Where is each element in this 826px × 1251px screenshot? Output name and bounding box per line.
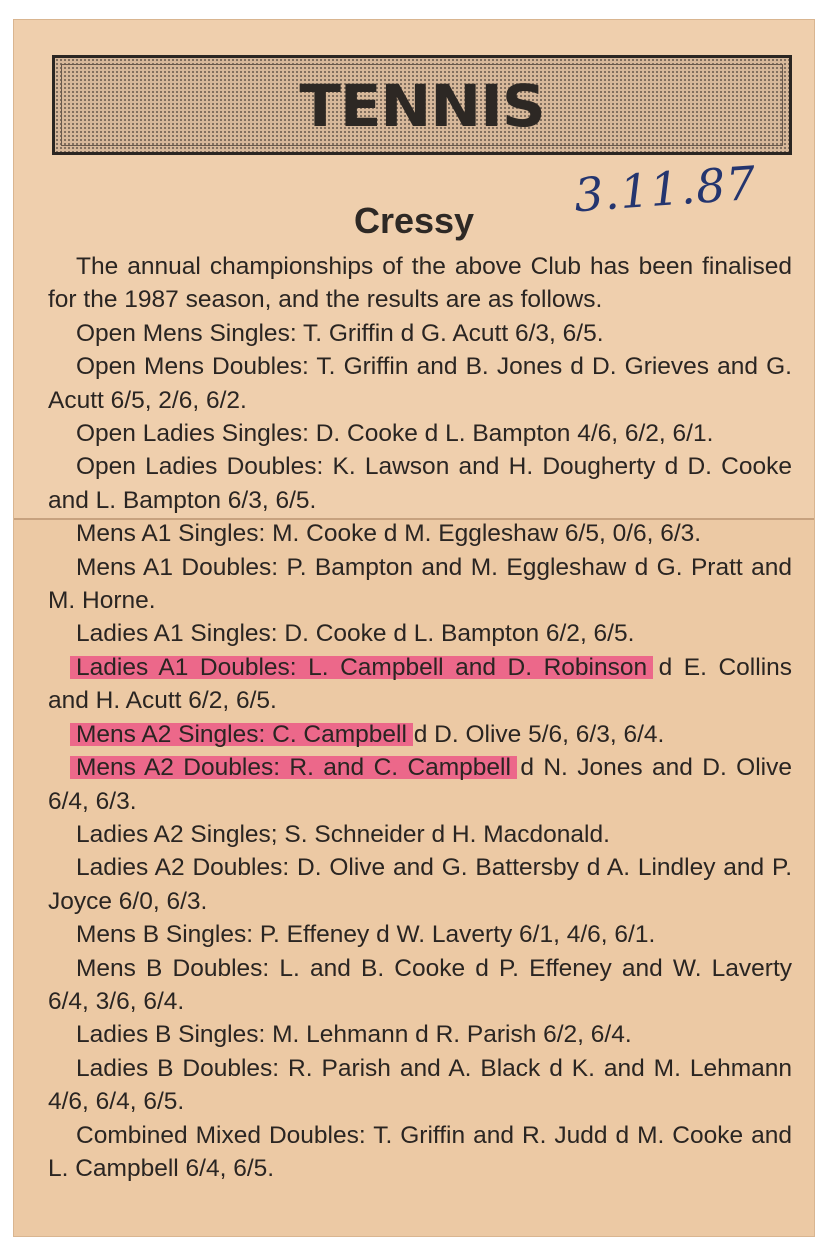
result-paragraph bbox=[48, 317, 792, 350]
event-result: D. Cooke d L. Bampton 4/6, 6/2, 6/1. bbox=[315, 420, 714, 448]
event-name: Mens B Doubles: bbox=[76, 954, 270, 982]
result-paragraph bbox=[48, 851, 792, 918]
event-result: T. Griffin and R. Judd d M. Cooke and L. Campbell 6/4, 6/5. bbox=[48, 1121, 792, 1182]
event-name: Mens A2 Doubles: bbox=[76, 754, 281, 782]
result-paragraph bbox=[48, 751, 792, 818]
event-result: S. Schneider d H. Macdonald. bbox=[284, 820, 610, 848]
result-paragraph bbox=[48, 718, 792, 751]
event-result: M. Cooke d M. Eggleshaw 6/5, 0/6, 6/3. bbox=[272, 520, 702, 548]
article-intro: The annual championships of the above Club has been finalised for the 1987 season, and the results are as follows. bbox=[48, 253, 792, 314]
event-name: Open Ladies Doubles: bbox=[76, 453, 324, 481]
handwritten-date: 3.11.87 bbox=[572, 155, 759, 223]
result-paragraph bbox=[48, 617, 792, 650]
event-name: Mens A2 Singles: bbox=[76, 720, 266, 748]
highlighted-text bbox=[70, 754, 517, 781]
result-paragraph bbox=[48, 350, 792, 417]
article-body bbox=[48, 250, 792, 1185]
event-name: Mens B Singles: bbox=[76, 921, 254, 949]
highlighted-names: R. and C. Campbell bbox=[289, 754, 511, 782]
event-name: Mens A1 Singles: bbox=[76, 520, 266, 548]
event-name: Ladies B Singles: bbox=[76, 1021, 266, 1049]
result-paragraph bbox=[48, 818, 792, 851]
result-paragraph bbox=[48, 651, 792, 718]
event-result: K. Lawson and H. Dougherty d D. Cooke and L. Bampton 6/3, 6/5. bbox=[48, 453, 792, 514]
result-paragraph bbox=[48, 450, 792, 517]
event-result: D. Cooke d L. Bampton 6/2, 6/5. bbox=[284, 620, 635, 648]
event-result: T. Griffin d G. Acutt 6/3, 6/5. bbox=[303, 319, 604, 347]
result-paragraph bbox=[48, 1018, 792, 1051]
event-name: Ladies A2 Singles; bbox=[76, 820, 278, 848]
event-result: M. Lehmann d R. Parish 6/2, 6/4. bbox=[272, 1021, 632, 1049]
event-name: Combined Mixed Doubles: bbox=[76, 1121, 366, 1149]
result-paragraph bbox=[48, 417, 792, 450]
highlighted-names: C. Campbell bbox=[272, 720, 407, 748]
result-paragraph bbox=[48, 1119, 792, 1186]
highlighted-names: L. Campbell and D. Robinson bbox=[308, 653, 648, 681]
result-paragraph bbox=[48, 952, 792, 1019]
event-name: Mens A1 Doubles: bbox=[76, 553, 279, 581]
event-result: d E. Collins and H. Acutt 6/2, 6/5. bbox=[48, 653, 793, 715]
event-result: d N. Jones and D. Olive 6/4, 6/3. bbox=[48, 754, 792, 815]
event-name: Open Ladies Singles: bbox=[76, 420, 309, 448]
event-result: T. Griffin and B. Jones d D. Grieves and G. Acutt 6/5, 2/6, 6/2. bbox=[48, 353, 792, 414]
newspaper-clipping bbox=[14, 20, 814, 1236]
event-result: P. Bampton and M. Eggleshaw d G. Pratt and M. Horne. bbox=[48, 553, 793, 615]
highlighted-text bbox=[70, 721, 413, 748]
result-paragraph bbox=[48, 1052, 792, 1119]
section-banner bbox=[52, 55, 792, 155]
club-heading: Cressy bbox=[353, 200, 475, 241]
event-name: Open Mens Singles: bbox=[76, 319, 297, 347]
event-result: D. Olive and G. Battersby d A. Lindley and P. Joyce 6/0, 6/3. bbox=[48, 854, 793, 915]
result-paragraph bbox=[48, 517, 792, 550]
event-name: Ladies A2 Doubles: bbox=[76, 854, 290, 882]
event-result: d D. Olive 5/6, 6/3, 6/4. bbox=[413, 720, 665, 748]
event-name: Ladies A1 Doubles: bbox=[76, 653, 297, 681]
event-result: L. and B. Cooke d P. Effeney and W. Laverty 6/4, 3/6, 6/4. bbox=[48, 954, 792, 1015]
result-paragraph bbox=[48, 551, 792, 618]
section-title: TENNIS bbox=[299, 72, 545, 140]
result-paragraph bbox=[48, 918, 792, 951]
highlighted-text bbox=[70, 654, 653, 681]
event-name: Ladies A1 Singles: bbox=[76, 620, 278, 648]
event-name: Open Mens Doubles: bbox=[76, 353, 309, 381]
event-name: Ladies B Doubles: bbox=[76, 1054, 280, 1082]
event-result: P. Effeney d W. Laverty 6/1, 4/6, 6/1. bbox=[259, 921, 656, 949]
event-result: R. Parish and A. Black d K. and M. Lehmann 4/6, 6/4, 6/5. bbox=[48, 1054, 792, 1116]
